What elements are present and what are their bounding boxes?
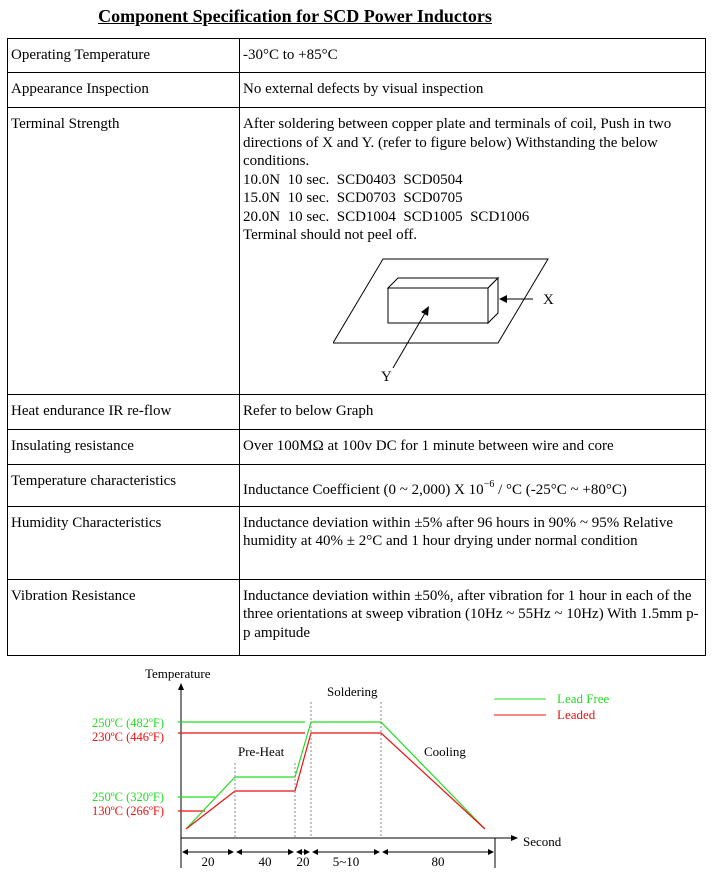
- phase-cooling: Cooling: [424, 744, 466, 759]
- row-label: Appearance Inspection: [8, 73, 240, 108]
- row-label: Operating Temperature: [8, 39, 240, 73]
- temp-coef-text: Inductance Coefficient (0 ~ 2,000) X 10: [243, 482, 484, 498]
- y-label-leaded-preheat: 130ºC (266ºF): [92, 804, 164, 818]
- x-axis-title: Second: [523, 834, 562, 849]
- row-label: Terminal Strength: [8, 108, 240, 395]
- phase-soldering: Soldering: [327, 684, 378, 699]
- row-value: -30°C to +85°C: [240, 39, 706, 73]
- terminal-text: 20.0N 10 sec. SCD1004 SCD1005 SCD1006: [243, 208, 530, 225]
- duration-label: 20: [201, 854, 215, 869]
- exponent: −6: [483, 479, 495, 490]
- duration-label: 20: [296, 854, 310, 869]
- row-label: Insulating resistance: [8, 430, 240, 465]
- row-label: Humidity Characteristics: [8, 506, 240, 579]
- phase-preheat: Pre-Heat: [238, 744, 285, 759]
- terminal-text: 10.0N 10 sec. SCD0403 SCD0504: [243, 171, 463, 188]
- y-label: Y: [381, 368, 392, 383]
- row-label: Heat endurance IR re-flow: [8, 395, 240, 430]
- temp-coef-unit: / °C (-25°C ~ +80°C): [494, 482, 627, 498]
- legend-leaded: Leaded: [557, 707, 596, 722]
- row-label: Vibration Resistance: [8, 579, 240, 655]
- page-title: Component Specification for SCD Power Inductors: [98, 6, 492, 26]
- x-label: X: [543, 291, 554, 308]
- duration-label: 80: [431, 854, 445, 869]
- legend-lead-free: Lead Free: [557, 691, 610, 706]
- y-label-lf-peak: 250ºC (482ºF): [92, 716, 164, 730]
- terminal-text: 15.0N 10 sec. SCD0703 SCD0705: [243, 190, 463, 206]
- y-label-leaded-peak: 230ºC (446ºF): [92, 730, 164, 744]
- row-value: Refer to below Graph: [240, 395, 706, 430]
- duration-label: 5~10: [332, 854, 360, 869]
- y-axis-title: Temperature: [145, 666, 211, 681]
- terminal-text: After soldering between copper plate and terminals of coil, Push in two directions of X and Y. (refer to figure below) Withstanding the below conditions.: [243, 116, 672, 169]
- row-value: Inductance deviation within ±50%, after vibration for 1 hour in each of the three orientations at sweep vibration (10Hz ~ 55Hz ~ 10Hz) With 1.5mm p-p ampitude: [240, 579, 706, 655]
- lead-free-profile: [186, 722, 485, 829]
- row-value: No external defects by visual inspection: [240, 73, 706, 108]
- terminal-text: Terminal should not peel off.: [243, 227, 418, 243]
- row-label: Temperature characteristics: [8, 465, 240, 507]
- y-label-lf-preheat: 250ºC (320ºF): [92, 790, 164, 804]
- row-value: Over 100MΩ at 100v DC for 1 minute between wire and core: [240, 430, 706, 465]
- row-value: Inductance deviation within ±5% after 96 hours in 90% ~ 95% Relative humidity at 40% ± 2°C and 1 hour drying under normal condition: [240, 506, 706, 579]
- duration-label: 40: [258, 854, 272, 869]
